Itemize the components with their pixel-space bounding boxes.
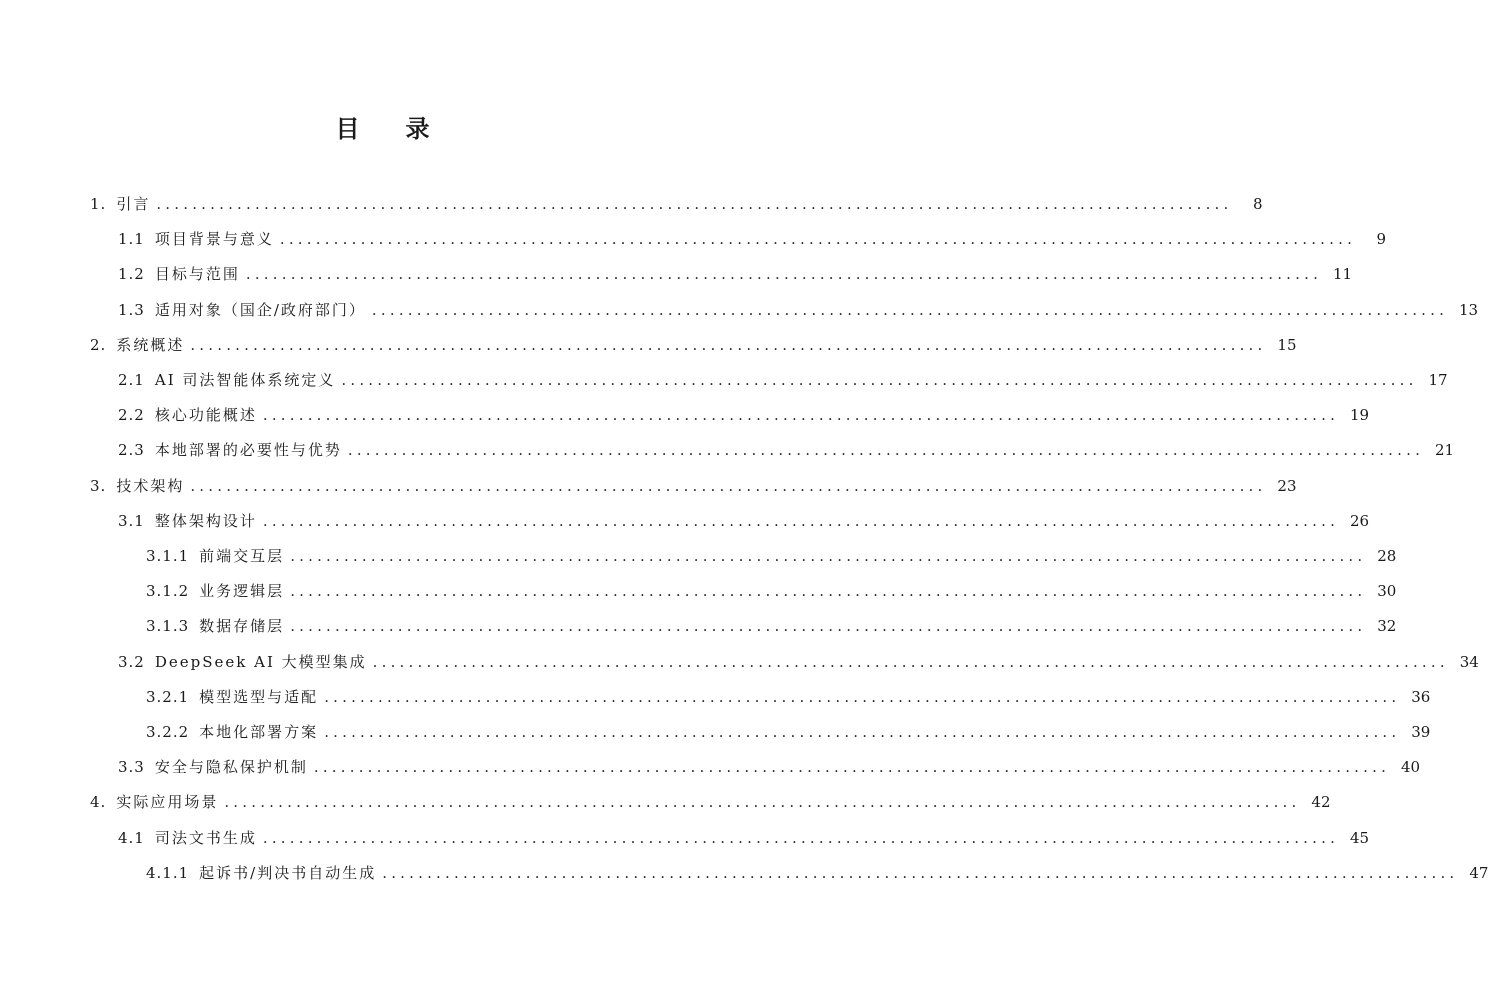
toc-entry[interactable] (118, 221, 1387, 257)
toc-dot-leader: ........................................................................................................................ (290, 617, 1367, 636)
toc-page-number: 17 (1428, 371, 1448, 389)
toc-section-title: 核心功能概述 (154, 406, 257, 425)
toc-section-number: 4.1 (118, 828, 145, 847)
toc-page-number: 11 (1332, 265, 1353, 284)
toc-entry[interactable] (118, 362, 1448, 398)
toc-section-title: 技术架构 (116, 476, 185, 495)
toc-section-number: 1.2 (118, 265, 145, 284)
toc-entry[interactable] (118, 292, 1479, 328)
toc-page-number: 30 (1377, 582, 1397, 601)
toc-section-title: 引言 (116, 195, 151, 213)
toc-dot-leader: ........................................................................................................................ (224, 793, 1301, 812)
toc-section-number: 1.3 (118, 300, 145, 319)
toc-dot-leader: ........................................................................................................................ (290, 547, 1367, 565)
toc-dot-leader: ........................................................................................................................ (324, 723, 1401, 741)
toc-section-title: 本地部署的必要性与优势 (154, 441, 342, 460)
toc-dot-leader: ........................................................................................................................ (262, 828, 1340, 847)
toc-section-number: 2.1 (118, 371, 145, 389)
toc-dot-leader: ........................................................................................................................ (347, 441, 1425, 460)
toc-section-number: 3.2.1 (146, 687, 190, 706)
toc-entry[interactable] (118, 644, 1479, 680)
title-char-2: 录 (405, 115, 430, 143)
toc-section-title: 司法文书生成 (154, 828, 257, 847)
toc-section-title: 起诉书/判决书自动生成 (199, 863, 377, 882)
toc-section-title: DeepSeek AI 大模型集成 (154, 652, 367, 671)
toc-page-number: 40 (1400, 758, 1421, 777)
toc-dot-leader: ........................................................................................................................ (324, 687, 1401, 706)
toc-section-number: 3.2 (118, 652, 145, 671)
toc-dot-leader: ........................................................................................................................ (341, 371, 1418, 389)
toc-entry[interactable] (118, 503, 1370, 539)
toc-dot-leader: ........................................................................................................................ (382, 863, 1459, 882)
toc-entry[interactable] (118, 397, 1370, 433)
toc-section-title: 适用对象（国企/政府部门） (154, 300, 366, 319)
toc-section-number: 2. (90, 335, 107, 354)
toc-section-title: 业务逻辑层 (199, 582, 285, 601)
toc-page-number: 8 (1252, 195, 1263, 213)
toc-dot-leader: ........................................................................................................................ (313, 758, 1391, 777)
toc-page-number: 19 (1349, 406, 1370, 425)
toc-entry[interactable] (90, 784, 1331, 820)
toc-section-number: 1.1 (118, 230, 145, 249)
toc-dot-leader: ........................................................................................................................ (190, 476, 1267, 495)
toc-dot-leader: ........................................................................................................................ (190, 335, 1267, 354)
toc-section-number: 3.2.2 (146, 723, 190, 741)
toc-page-number: 15 (1277, 335, 1297, 354)
toc-page-number: 21 (1434, 441, 1455, 460)
toc-page-number: 42 (1311, 793, 1331, 812)
toc-section-title: 整体架构设计 (154, 511, 257, 530)
toc-page-number: 13 (1459, 300, 1479, 319)
title-char-1: 目 (335, 115, 360, 143)
toc-section-number: 3. (90, 476, 107, 495)
toc-section-number: 3.1.1 (146, 547, 190, 565)
toc-section-title: 项目背景与意义 (154, 230, 274, 249)
toc-section-title: AI 司法智能体系统定义 (154, 371, 336, 389)
toc-entry[interactable] (146, 608, 1397, 644)
toc-section-title: 系统概述 (116, 335, 185, 354)
toc-entry[interactable] (90, 186, 1263, 222)
toc-section-number: 4.1.1 (146, 863, 190, 882)
toc-section-title: 模型选型与适配 (199, 687, 319, 706)
toc-entry[interactable] (90, 468, 1297, 504)
toc-section-number: 2.2 (118, 406, 145, 425)
toc-section-title: 目标与范围 (154, 265, 240, 284)
toc-dot-leader: ........................................................................................................................ (372, 652, 1449, 671)
toc-page-number: 34 (1459, 652, 1479, 671)
toc-dot-leader: ........................................................................................................................ (262, 406, 1340, 425)
toc-page-number: 36 (1411, 687, 1431, 706)
toc-entry[interactable] (146, 679, 1431, 715)
toc-section-number: 2.3 (118, 441, 145, 460)
toc-page-number: 28 (1377, 547, 1397, 565)
toc-page-number: 32 (1377, 617, 1397, 636)
toc-dot-leader: ........................................................................................................................ (245, 265, 1323, 284)
toc-page-number: 9 (1376, 230, 1387, 249)
toc-dot-leader: ........................................................................................................................ (156, 195, 1233, 213)
toc-page-number: 23 (1277, 476, 1297, 495)
toc-entry[interactable] (146, 538, 1397, 574)
toc-section-title: 本地化部署方案 (199, 723, 319, 741)
toc-page-number: 47 (1469, 863, 1488, 882)
toc-section-title: 前端交互层 (199, 547, 285, 565)
toc-section-number: 4. (90, 793, 107, 812)
toc-entry[interactable] (146, 573, 1397, 609)
toc-entry[interactable] (90, 327, 1297, 363)
toc-entry[interactable] (118, 820, 1370, 856)
toc-section-title: 安全与隐私保护机制 (154, 758, 308, 777)
toc-entry[interactable] (146, 855, 1488, 891)
toc-page-number: 45 (1349, 828, 1370, 847)
toc-entry[interactable] (118, 432, 1455, 468)
toc-section-number: 1. (90, 195, 107, 213)
toc-entry[interactable] (118, 749, 1421, 785)
toc-section-title: 数据存储层 (199, 617, 285, 636)
toc-dot-leader: ........................................................................................................................ (262, 511, 1340, 530)
toc-page-number: 39 (1411, 723, 1431, 741)
toc-section-title: 实际应用场景 (116, 793, 219, 812)
toc-section-number: 3.3 (118, 758, 145, 777)
toc-entry[interactable] (118, 256, 1353, 292)
toc-page-number: 26 (1349, 511, 1370, 530)
toc-entry[interactable] (146, 714, 1431, 750)
toc-dot-leader: ........................................................................................................................ (279, 230, 1357, 249)
toc-section-number: 3.1.2 (146, 582, 190, 601)
toc-section-number: 3.1.3 (146, 617, 190, 636)
toc-dot-leader: ........................................................................................................................ (290, 582, 1367, 601)
page-title (0, 112, 765, 146)
toc-dot-leader: ........................................................................................................................ (371, 300, 1449, 319)
toc-section-number: 3.1 (118, 511, 145, 530)
